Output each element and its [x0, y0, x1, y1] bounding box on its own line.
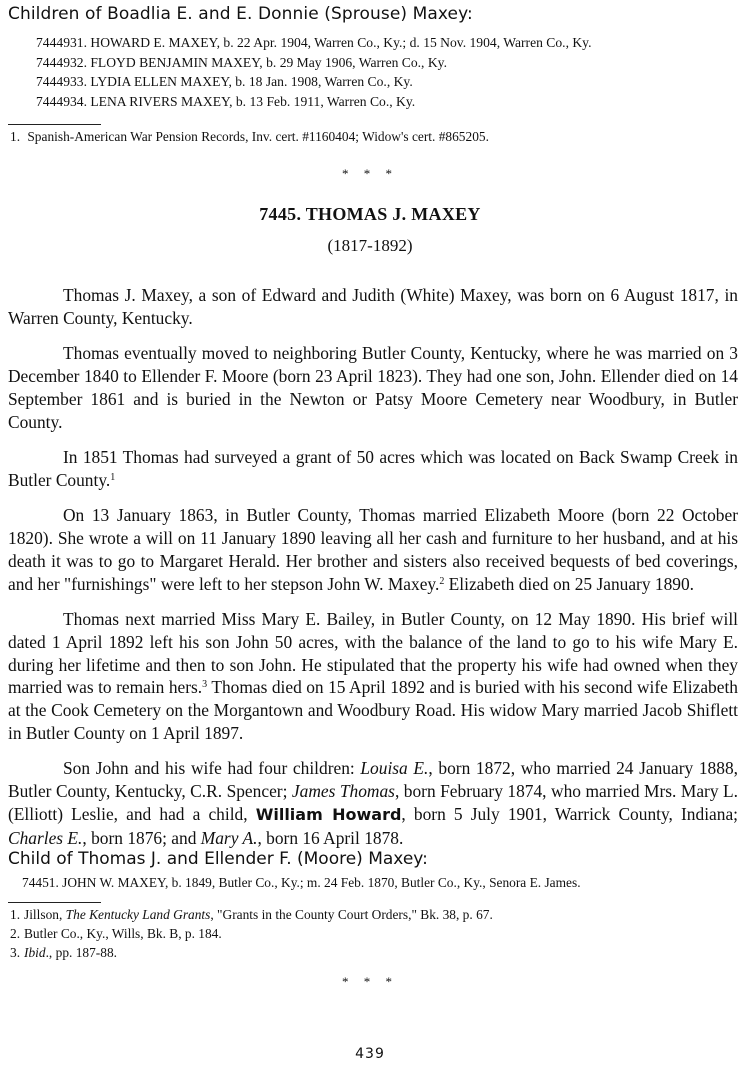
footnote-title: Ibid: [24, 945, 46, 960]
paragraph: Thomas eventually moved to neighboring Butler County, Kentucky, where he was married on 3 December 1840 to Ellender F. Moore (born 23 April 1823). They had one son, John. Ellender died on 14 September 1861 and is buried in the Newton or Patsy Moore Cemetery near Woodbury, in Butler County.: [8, 343, 738, 432]
footnote-rule: [8, 902, 101, 903]
child-heading: Child of Thomas J. and Ellender F. (Moore) Maxey:: [8, 849, 428, 869]
paragraph: [8, 608, 738, 745]
paragraph-text: Thomas died on 15 April 1892 and is buried with his second wife Elizabeth at the Cook Cemetery on the Morgantown and Woodbury Road. His widow Mary married Jacob Shiflett in Butler County on 1 April 1897.: [8, 677, 738, 743]
page-number: 439: [355, 1046, 385, 1062]
footnote: [10, 128, 489, 147]
article-body: [8, 284, 738, 862]
footnote-text: ., pp. 187-88.: [45, 945, 117, 960]
footnote-text: Butler Co., Ky., Wills, Bk. B, p. 184.: [24, 926, 222, 941]
footnote-text: , "Grants in the County Court Orders," Bk. 38, p. 67.: [210, 907, 493, 922]
list-item: 7444932. FLOYD BENJAMIN MAXEY, b. 29 May 1906, Warren Co., Ky.: [36, 54, 447, 70]
paragraph-text: Thomas next married Miss Mary E. Bailey, in Butler County, on 12 May 1890. His brief will dated 1 April 1892 left his son John 50 acres, with the balance of the land to go to his wife Mary E. during her lifetime and then to son John. He stipulated that the property his wife had owned when they married was to remain hers.: [8, 608, 738, 698]
paragraph-text: Son John and his wife had four children:: [63, 758, 361, 779]
section-separator: * * *: [342, 166, 398, 181]
paragraph: [8, 504, 738, 595]
paragraph: [8, 757, 738, 849]
footnote-ref: 3: [202, 679, 208, 691]
child-name: Mary A.: [200, 827, 258, 848]
footnote-number: 1.: [10, 907, 21, 922]
children-list: [36, 33, 746, 111]
footnote: [10, 906, 493, 925]
article-title: 7445. THOMAS J. MAXEY: [259, 204, 481, 224]
paragraph-text: , born 16 April 1878.: [257, 827, 404, 848]
paragraph: Thomas J. Maxey, a son of Edward and Judith (White) Maxey, was born on 6 August 1817, in Warren County, Kentucky.: [8, 285, 738, 328]
footnote: [10, 925, 222, 944]
paragraph-text: , born 1872, who married 24 January 1888, Butler County, Kentucky, C.R. Spencer;: [8, 758, 738, 802]
list-item: 7444931. HOWARD E. MAXEY, b. 22 Apr. 1904, Warren Co., Ky.; d. 15 Nov. 1904, Warren Co., Ky.: [36, 35, 592, 50]
paragraph-text: Elizabeth died on 25 January 1890.: [444, 573, 695, 594]
child-name: James Thomas: [291, 781, 395, 802]
footnote-ref: 1: [110, 471, 116, 483]
grandchild-name: William Howard: [255, 804, 402, 824]
list-item: 7444934. LENA RIVERS MAXEY, b. 13 Feb. 1911, Warren Co., Ky.: [36, 93, 416, 109]
footnote-number: 3.: [10, 945, 21, 960]
child-name: Charles E.: [8, 827, 83, 848]
article-dates: (1817-1892): [327, 236, 413, 255]
footnote-ref: 2: [439, 575, 445, 587]
footnote-text: Spanish-American War Pension Records, Inv. cert. #1160404; Widow's cert. #865205.: [27, 129, 489, 144]
paragraph-text: , born 1876; and: [82, 827, 201, 848]
footnote: [10, 944, 117, 963]
footnote-rule: [8, 124, 101, 125]
paragraph-text: On 13 January 1863, in Butler County, Thomas married Elizabeth Moore (born 22 October 1820). She wrote a will on 11 January 1890 leaving all her cash and furniture to her husband, and at his death it was to go to Margaret Herald. Her brother and sisters also received bequests of bed coverings, and her "furnishings" were left to her stepson John W. Maxey.: [8, 505, 738, 594]
footnote-number: 1.: [10, 129, 21, 144]
footnote-title: The Kentucky Land Grants: [65, 907, 211, 922]
paragraph-text: , born February 1874, who married Mrs. Mary L. (Elliott) Leslie, and had a child,: [8, 781, 738, 824]
child-name: Louisa E.: [360, 758, 429, 779]
paragraph-text: , born 5 July 1901, Warrick County, Indiana;: [401, 803, 738, 824]
paragraph: [8, 446, 738, 492]
list-item: 7444933. LYDIA ELLEN MAXEY, b. 18 Jan. 1908, Warren Co., Ky.: [36, 74, 413, 89]
children-heading: Children of Boadlia E. and E. Donnie (Sprouse) Maxey:: [8, 4, 473, 24]
footnote-number: 2.: [10, 926, 21, 941]
footnote-text: Jillson,: [24, 907, 66, 922]
paragraph-text: In 1851 Thomas had surveyed a grant of 50 acres which was located on Back Swamp Creek in Butler County.: [8, 446, 738, 490]
section-separator: * * *: [342, 974, 398, 989]
child-entry: 74451. JOHN W. MAXEY, b. 1849, Butler Co., Ky.; m. 24 Feb. 1870, Butler Co., Ky., Senora E. James.: [22, 875, 581, 890]
